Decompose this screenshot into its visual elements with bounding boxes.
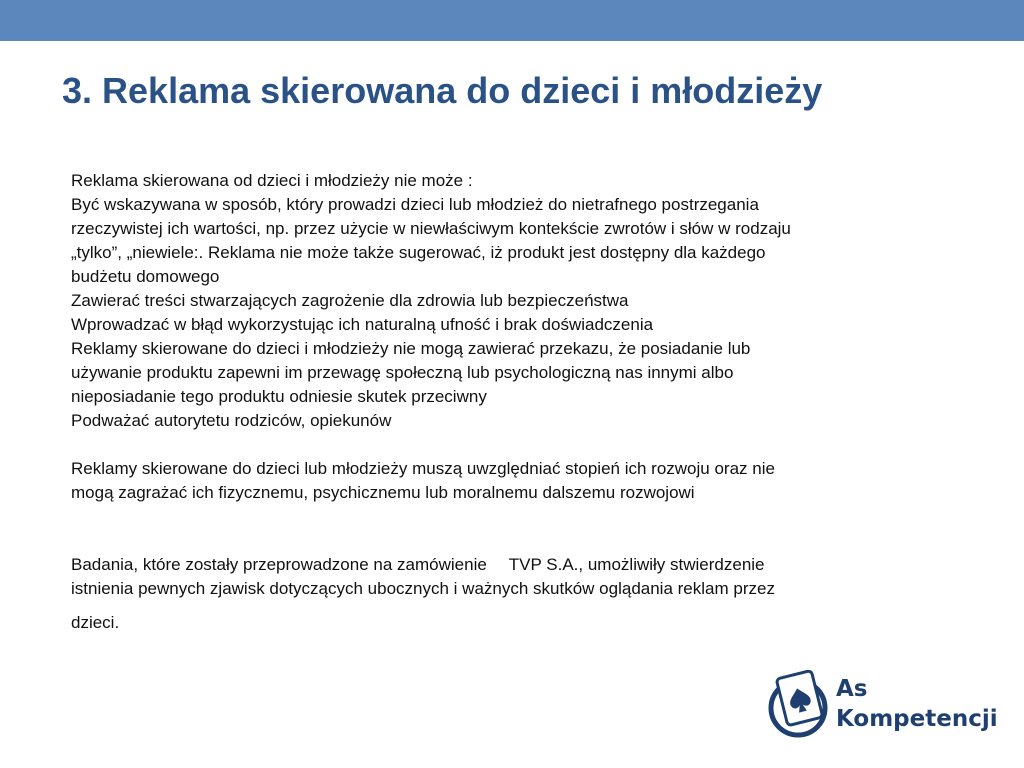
body-line-part: Badania, które zostały przeprowadzone na zamówienie xyxy=(71,555,487,574)
body-line: nieposiadanie tego produktu odniesie skutek przeciwny xyxy=(71,387,487,406)
logo-text-line1: As xyxy=(836,676,868,702)
body-line: Wprowadzać w błąd wykorzystując ich naturalną ufność i brak doświadczenia xyxy=(71,315,654,334)
body-line: używanie produktu zapewni im przewagę społeczną lub psychologiczną nas innymi albo xyxy=(71,363,734,382)
logo-text-line2: Kompetencji xyxy=(836,706,998,732)
body-line-part: TVP S.A., umożliwiły stwierdzenie xyxy=(508,555,765,574)
slide-body xyxy=(71,169,941,635)
slide-title: 3. Reklama skierowana do dzieci i młodzieży xyxy=(62,70,823,111)
body-line: dzieci. xyxy=(71,613,120,632)
body-line: Reklamy skierowane do dzieci i młodzieży nie mogą zawierać przekazu, że posiadanie lub xyxy=(71,339,751,358)
body-line: rzeczywistej ich wartości, np. przez użycie w niewłaściwym kontekście zwrotów i słów w rodzaju xyxy=(71,219,791,238)
card-spade-circle-icon xyxy=(768,670,830,740)
body-line: „tylko”, „niewiele:. Reklama nie może także sugerować, iż produkt jest dostępny dla każdego xyxy=(71,243,766,262)
body-line: mogą zagrażać ich fizycznemu, psychicznemu lub moralnemu dalszemu rozwojowi xyxy=(71,483,695,502)
body-line xyxy=(71,553,941,577)
body-line: Być wskazywana w sposób, który prowadzi dzieci lub młodzież do nietrafnego postrzegania xyxy=(71,195,759,214)
body-line: budżetu domowego xyxy=(71,267,220,286)
body-line: istnienia pewnych zjawisk dotyczących ubocznych i ważnych skutków oglądania reklam przez xyxy=(71,579,775,598)
body-line: Zawierać treści stwarzających zagrożenie dla zdrowia lub bezpieczeństwa xyxy=(71,291,629,310)
body-line: Podważać autorytetu rodziców, opiekunów xyxy=(71,411,392,430)
company-logo xyxy=(768,668,998,744)
body-line: Reklama skierowana od dzieci i młodzieży nie może : xyxy=(71,171,473,190)
body-line: Reklamy skierowane do dzieci lub młodzieży muszą uwzględniać stopień ich rozwoju oraz nie xyxy=(71,459,775,478)
top-bar xyxy=(0,0,1024,41)
